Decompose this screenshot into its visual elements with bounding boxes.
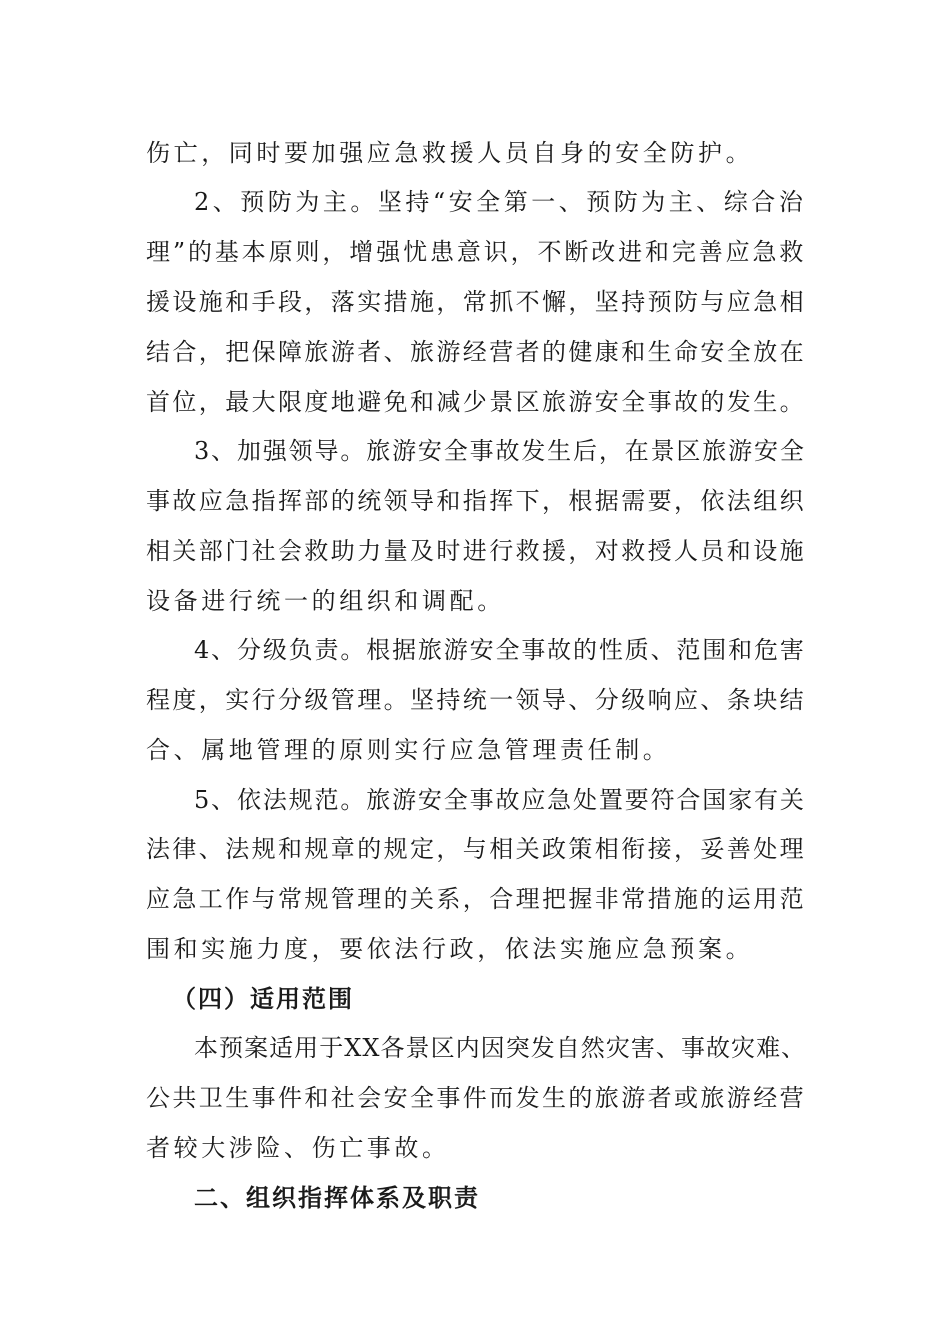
paragraph-line: 设备进行统一的组织和调配。 (146, 587, 505, 615)
paragraph-line: 合、属地管理的原则实行应急管理责任制。 (146, 736, 671, 764)
paragraph-line: 2、预防为主。坚持“安全第一、预防为主、综合治 (194, 188, 807, 216)
chapter-heading: 二、组织指挥体系及职责 (194, 1184, 480, 1212)
paragraph-line: 首位，最大限度地避免和减少景区旅游安全事故的发生。 (146, 388, 806, 416)
section-heading: （四）适用范围 (172, 985, 354, 1013)
paragraph-line: 5、依法规范。旅游安全事故应急处置要符合国家有关 (194, 786, 806, 814)
paragraph-line: 法律、法规和规章的规定，与相关政策相衔接，妥善处理 (146, 835, 806, 863)
paragraph-line: 程度，实行分级管理。坚持统一领导、分级响应、条块结 (146, 686, 806, 714)
paragraph-line: 援设施和手段，落实措施，常抓不懈，坚持预防与应急相 (146, 288, 806, 316)
paragraph-line: 3、加强领导。旅游安全事故发生后，在景区旅游安全 (194, 437, 806, 465)
paragraph-line: 本预案适用于XX各景区内因突发自然灾害、事故灾难、 (194, 1034, 807, 1062)
paragraph-line: 伤亡，同时要加强应急救援人员自身的安全防护。 (146, 139, 754, 167)
paragraph-line: 应急工作与常规管理的关系，合理把握非常措施的运用范 (146, 885, 806, 913)
paragraph-line: 者较大涉险、伤亡事故。 (146, 1134, 450, 1162)
paragraph-line: 事故应急指挥部的统领导和指挥下，根据需要，依法组织 (146, 487, 806, 515)
paragraph-line: 围和实施力度，要依法行政，依法实施应急预案。 (146, 935, 754, 963)
paragraph-line: 结合，把保障旅游者、旅游经营者的健康和生命安全放在 (146, 338, 806, 366)
paragraph-line: 4、分级负责。根据旅游安全事故的性质、范围和危害 (194, 636, 806, 664)
paragraph-line: 公共卫生事件和社会安全事件而发生的旅游者或旅游经营 (146, 1084, 806, 1112)
paragraph-line: 相关部门社会救助力量及时进行救援，对救授人员和设施 (146, 537, 806, 565)
paragraph-line: 理”的基本原则，增强忧患意识，不断改进和完善应急救 (146, 238, 807, 266)
